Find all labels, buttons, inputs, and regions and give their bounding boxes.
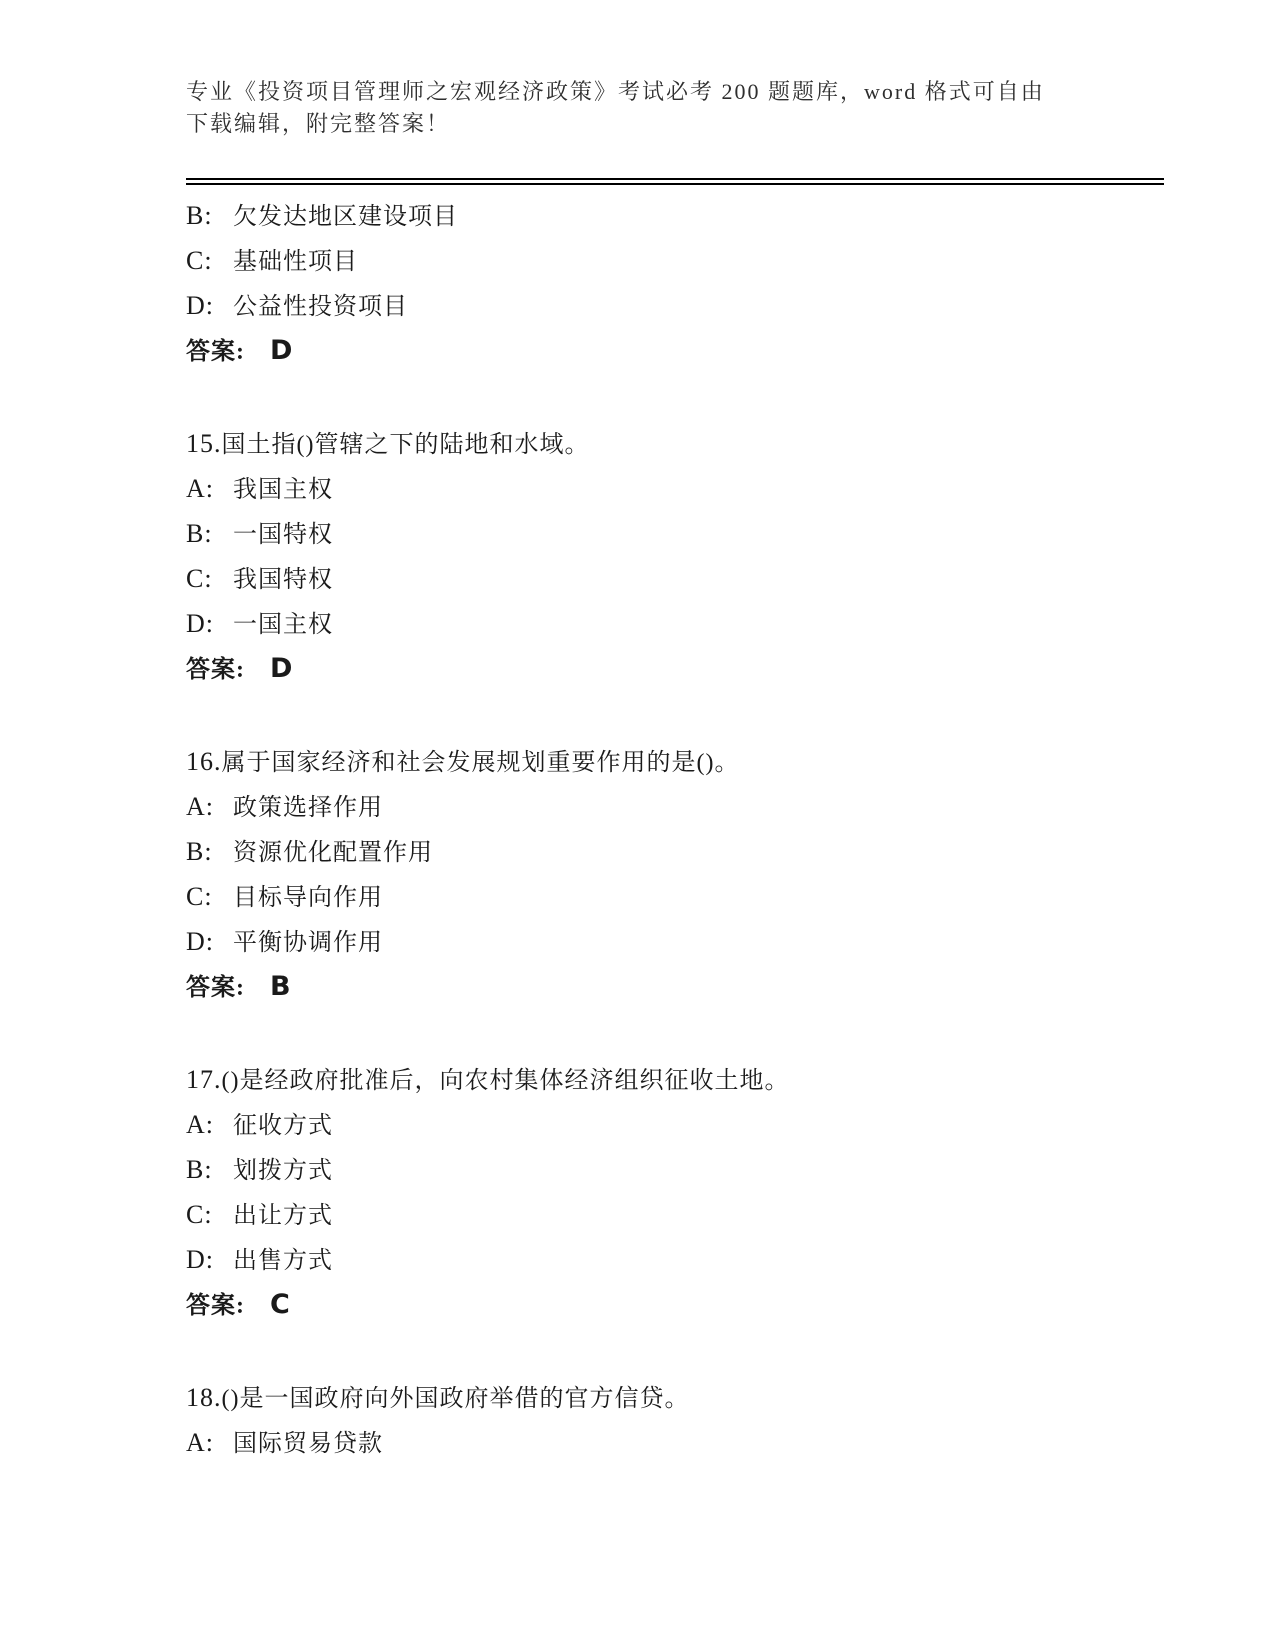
option-line [186,238,1164,283]
option-line [186,1102,1164,1147]
option-text: 国际贸易贷款 [233,1431,383,1457]
option-text: 平衡协调作用 [233,930,383,956]
option-label: B: [186,519,213,548]
question-number: 16. [186,747,222,776]
option-text: 政策选择作用 [233,795,383,821]
content-area [186,0,1164,1465]
option-label: C: [186,1200,213,1229]
option-label: A: [186,792,214,821]
option-label: B: [186,201,213,230]
option-text: 出售方式 [233,1248,333,1274]
answer-line [186,964,1164,1009]
question-text: ()是经政府批准后，向农村集体经济组织征收土地。 [221,1068,790,1094]
header-line-1: 专业《投资项目管理师之宏观经济政策》考试必考 200 题题库，word 格式可自由 [186,79,1045,104]
option-text: 我国主权 [233,477,333,503]
option-label: D: [186,1245,214,1274]
answer-line [186,328,1164,373]
answer-label: 答案: [186,339,245,365]
option-line [186,829,1164,874]
option-label: C: [186,246,213,275]
answer-line [186,1282,1164,1327]
option-label: A: [186,1428,214,1457]
question-block-15 [186,421,1164,691]
option-label: D: [186,927,214,956]
option-line [186,919,1164,964]
option-line [186,784,1164,829]
option-line [186,1420,1164,1465]
option-line [186,556,1164,601]
option-line [186,1237,1164,1282]
answer-value: D [270,653,294,684]
option-label: D: [186,609,214,638]
option-label: D: [186,291,214,320]
answer-label: 答案: [186,1293,245,1319]
answer-label: 答案: [186,657,245,683]
option-text: 一国主权 [233,612,333,638]
option-line [186,193,1164,238]
question-list [186,193,1164,1465]
doc-header [186,0,1164,140]
option-label: A: [186,1110,214,1139]
option-text: 划拨方式 [233,1158,333,1184]
question-block-16 [186,739,1164,1009]
question-line [186,1375,1164,1420]
option-line [186,466,1164,511]
question-block-18 [186,1375,1164,1465]
answer-label: 答案: [186,975,245,1001]
header-line-2: 下载编辑，附完整答案！ [186,111,451,136]
option-text: 基础性项目 [233,249,358,275]
option-line [186,874,1164,919]
question-number: 18. [186,1383,222,1412]
answer-line [186,646,1164,691]
option-line [186,1192,1164,1237]
option-text: 出让方式 [233,1203,333,1229]
option-label: C: [186,564,213,593]
option-line [186,1147,1164,1192]
question-block-14-continued [186,193,1164,373]
question-line [186,739,1164,784]
option-text: 目标导向作用 [233,885,383,911]
option-text: 征收方式 [233,1113,333,1139]
option-text: 资源优化配置作用 [233,840,433,866]
option-text: 一国特权 [233,522,333,548]
option-text: 公益性投资项目 [233,294,408,320]
option-line [186,601,1164,646]
option-label: B: [186,837,213,866]
option-line [186,283,1164,328]
option-line [186,511,1164,556]
option-label: B: [186,1155,213,1184]
option-label: A: [186,474,214,503]
option-text: 我国特权 [233,567,333,593]
question-block-17 [186,1057,1164,1327]
option-label: C: [186,882,213,911]
question-number: 15. [186,429,222,458]
question-text: 国土指()管辖之下的陆地和水域。 [221,432,590,458]
question-number: 17. [186,1065,222,1094]
question-line [186,1057,1164,1102]
header-divider [186,178,1164,185]
option-text: 欠发达地区建设项目 [233,204,458,230]
question-text: 属于国家经济和社会发展规划重要作用的是()。 [221,750,740,776]
answer-value: B [270,971,292,1002]
answer-value: D [270,335,294,366]
answer-value: C [270,1289,291,1320]
question-text: ()是一国政府向外国政府举借的官方信贷。 [221,1386,690,1412]
question-line [186,421,1164,466]
